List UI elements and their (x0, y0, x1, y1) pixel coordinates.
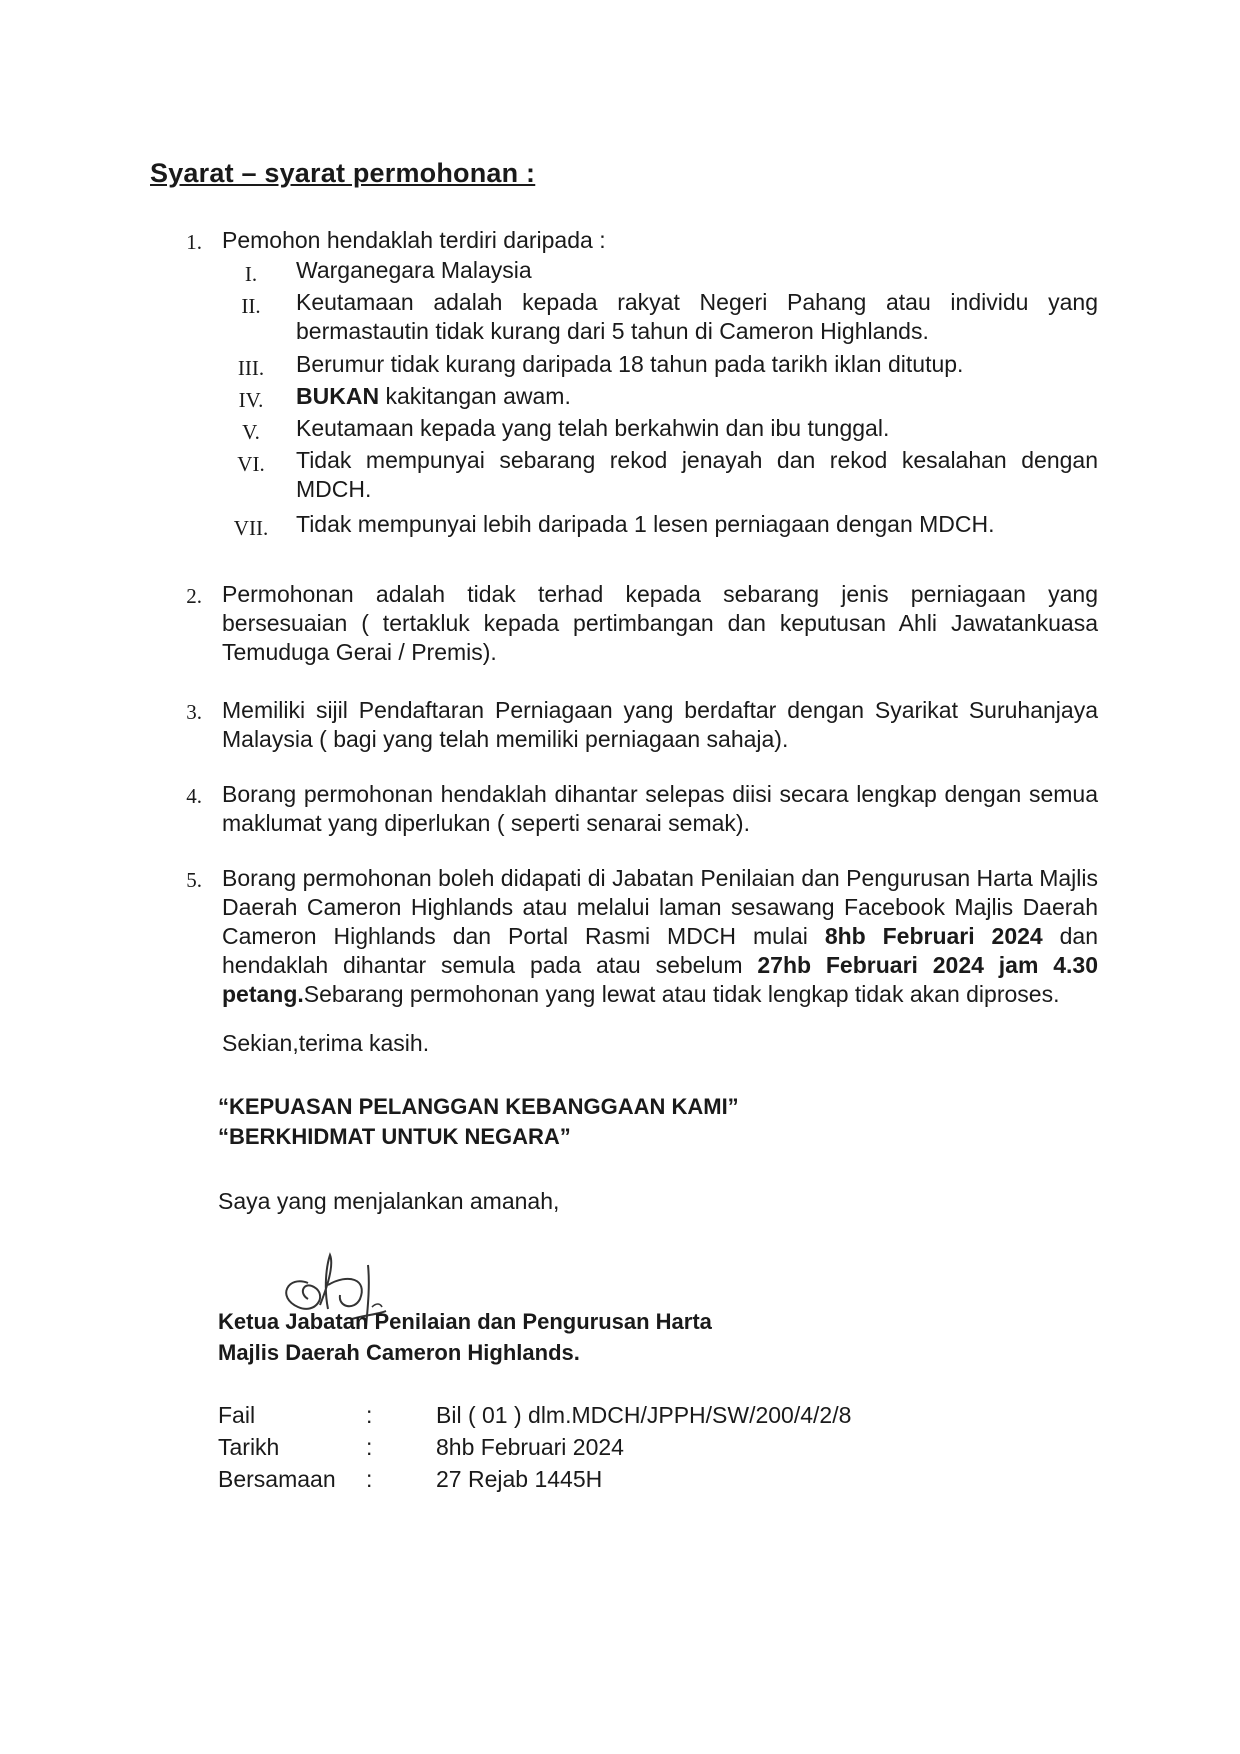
item-1-intro: Pemohon hendaklah terdiri daripada : (222, 227, 606, 253)
subitem-text: Tidak mempunyai sebarang rekod jenayah dan rekod kesalahan dengan MDCH. (296, 447, 1098, 502)
reference-colon: : (366, 1402, 373, 1428)
signer-block (218, 1306, 712, 1368)
subitem-numeral: V. (242, 420, 260, 444)
signer-title: Ketua Jabatan Penilaian dan Pengurusan Harta (218, 1309, 712, 1334)
item-number: 2. (186, 584, 202, 608)
subitem-text: Tidak mempunyai lebih daripada 1 lesen perniagaan dengan MDCH. (296, 511, 995, 537)
subitem-numeral: III. (237, 356, 265, 380)
subitem-text: Warganegara Malaysia (296, 257, 532, 283)
subitem-numeral: IV. (238, 388, 264, 412)
closing-text: Sekian,terima kasih. (222, 1030, 430, 1056)
reference-label: Bersamaan (218, 1466, 336, 1492)
item-4-text: Borang permohonan hendaklah dihantar selepas diisi secara lengkap dengan semua maklumat yang diperlukan ( seperti senarai semak). (222, 781, 1098, 836)
item-2-text: Permohonan adalah tidak terhad kepada sebarang jenis perniagaan yang bersesuaian ( tertakluk kepada pertimbangan dan keputusan Ahli Jawatankuasa Temuduga Gerai / Premis). (222, 581, 1098, 665)
signer-organization: Majlis Daerah Cameron Highlands. (218, 1340, 580, 1365)
reference-value: Bil ( 01 ) dlm.MDCH/JPPH/SW/200/4/2/8 (436, 1402, 852, 1428)
item-number: 3. (186, 700, 202, 724)
subitem-text: BUKAN kakitangan awam. (296, 383, 571, 409)
subitem-text: Keutamaan adalah kepada rakyat Negeri Pahang atau individu yang bermastautin tidak kurang dari 5 tahun di Cameron Highlands. (296, 289, 1098, 344)
item-3-text: Memiliki sijil Pendaftaran Perniagaan yang berdaftar dengan Syarikat Suruhanjaya Malaysia ( bagi yang telah memiliki perniagaan sahaja). (222, 697, 1098, 752)
item-5-text: Borang permohonan boleh didapati di Jabatan Penilaian dan Pengurusan Harta Majlis Daerah Cameron Highlands atau melalui laman sesawang Facebook Majlis Daerah Cameron Highlands dan Portal Rasmi MDCH mulai 8hb Februari 2024 dan hendaklah dihantar semula pada atau sebelum 27hb Februari 2024 jam 4.30 petang.Sebarang permohonan yang lewat atau tidak lengkap tidak akan diproses. (222, 865, 1099, 1007)
subitem-numeral: VII. (233, 516, 269, 540)
reference-label: Tarikh (218, 1434, 280, 1460)
reference-label: Fail (218, 1402, 256, 1428)
motto-line: “BERKHIDMAT UNTUK NEGARA” (218, 1124, 571, 1149)
motto-line: “KEPUASAN PELANGGAN KEBANGGAAN KAMI” (218, 1094, 739, 1119)
reference-colon: : (366, 1434, 373, 1460)
subitem-text: Keutamaan kepada yang telah berkahwin dan ibu tunggal. (296, 415, 890, 441)
page-title: Syarat – syarat permohonan : (150, 158, 536, 188)
reference-value: 8hb Februari 2024 (436, 1434, 624, 1460)
item-number: 4. (186, 784, 202, 808)
bukan-emphasis: BUKAN (296, 383, 380, 409)
subitem-numeral: I. (244, 262, 258, 286)
reference-colon: : (366, 1466, 373, 1492)
item-number: 1. (186, 230, 202, 254)
reference-value: 27 Rejab 1445H (436, 1466, 603, 1492)
item-number: 5. (186, 868, 202, 892)
subitem-numeral: II. (241, 294, 261, 318)
subitem-text: Berumur tidak kurang daripada 18 tahun pada tarikh iklan ditutup. (296, 351, 964, 377)
sign-off-text: Saya yang menjalankan amanah, (218, 1188, 560, 1214)
subitem-numeral: VI. (237, 452, 265, 476)
